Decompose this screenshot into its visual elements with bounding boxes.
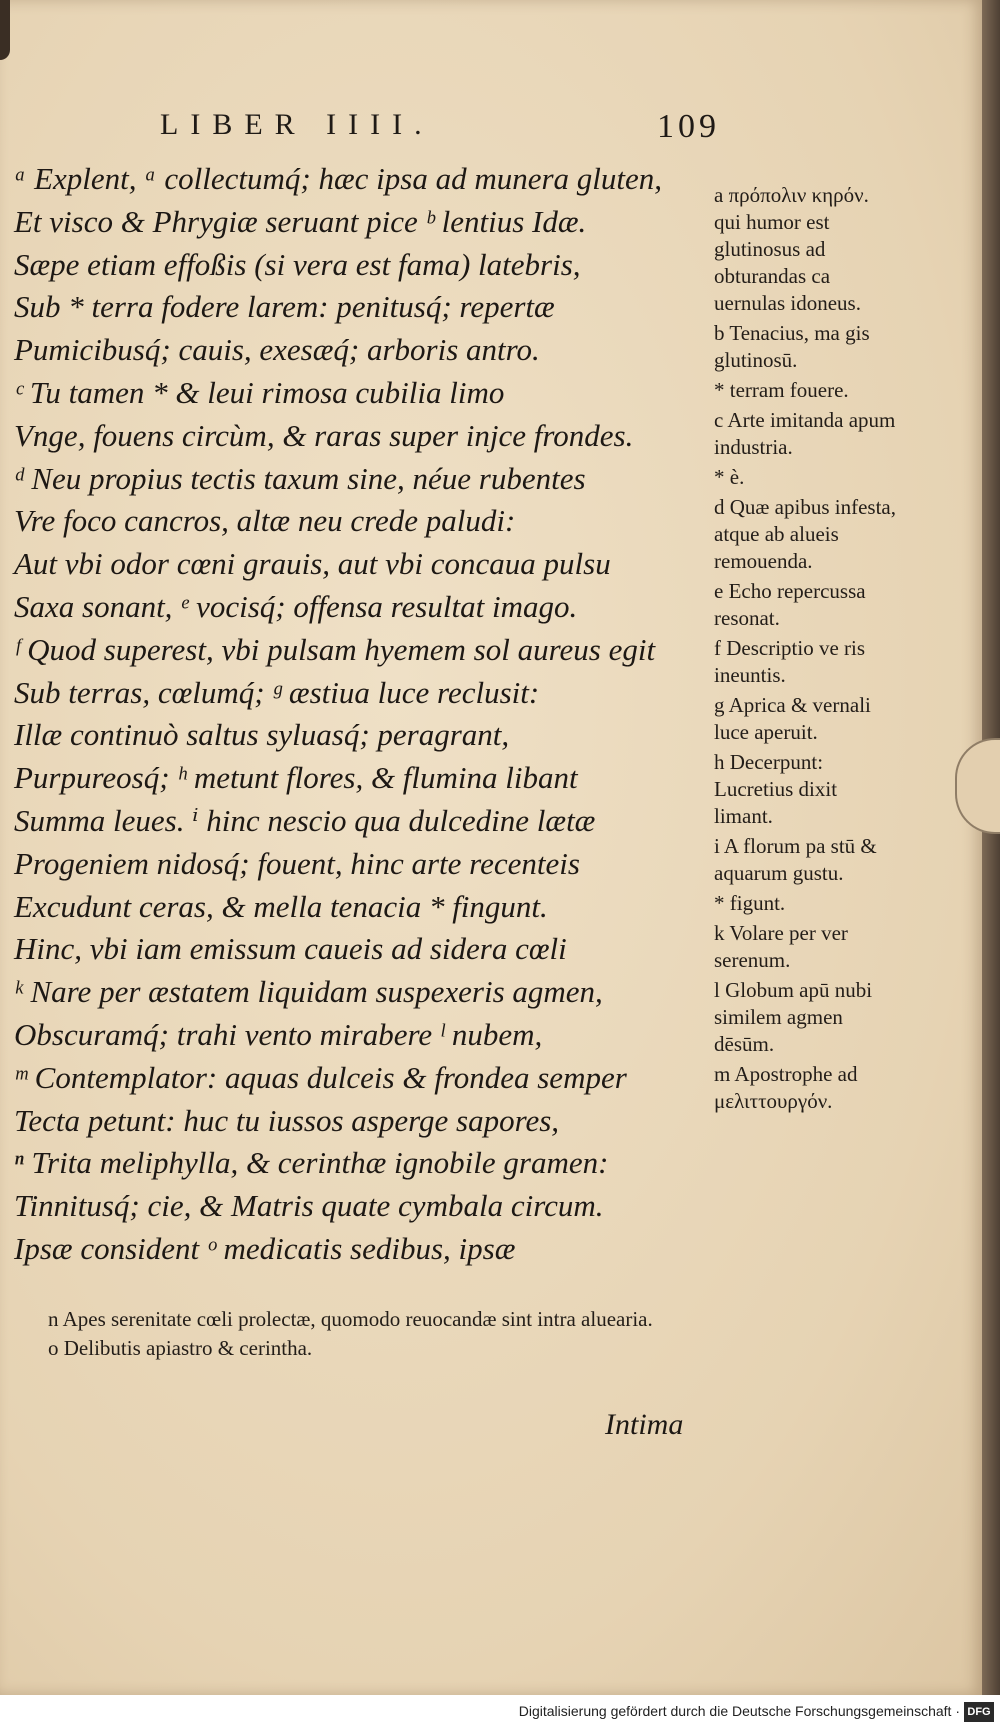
verse-line: Ipsæ consident ᵒ medicatis sedibus, ipsæ <box>14 1230 516 1266</box>
binding-shadow <box>0 0 10 60</box>
verse-line: Sub * terra fodere larem: penitusq́; repertæ <box>14 289 555 325</box>
verse-line: ᶜ Tu tamen * & leui rimosa cubilia limo <box>14 374 505 410</box>
verse-line: Hinc, vbi iam emissum caueis ad sidera cœli <box>14 931 567 967</box>
margin-note: * figunt. <box>714 891 786 915</box>
verse-line: Saxa sonant, ᵉ vocisq́; offensa resultat imago. <box>14 588 578 624</box>
digitization-credit: Digitalisierung gefördert durch die Deutsche Forschungsgemeinschaft · <box>518 1703 960 1719</box>
margin-note: b Tenacius, ma gis glutinosū. <box>714 321 870 372</box>
verse-line: Et visco & Phrygiæ seruant pice ᵇ lentius Idæ. <box>14 203 587 239</box>
margin-note: g Aprica & vernali luce aperuit. <box>714 693 871 744</box>
margin-note: i A florum pa stū & aquarum gustu. <box>714 834 877 885</box>
footer-bar <box>0 1695 1000 1731</box>
verse-line: Progeniem nidosq́; fouent, hinc arte recenteis <box>14 845 580 881</box>
verse-line: ᵃ Explent, ᵃ collectumq́; hæc ipsa ad munera gluten, <box>14 161 663 196</box>
footnote: n Apes serenitate cœli prolectæ, quomodo reuocandæ sint intra aluearia. <box>48 1307 653 1331</box>
verse-line: Sæpe etiam effoßis (si vera est fama) latebris, <box>14 246 581 282</box>
running-head <box>160 108 720 148</box>
verse-line: ⁿ Trita meliphylla, & cerinthæ ignobile gramen: <box>14 1145 609 1181</box>
verse-line: ᶠ Quod superest, vbi pulsam hyemem sol aureus egit <box>14 631 656 667</box>
margin-note: d Quæ apibus infesta, atque ab alueis remouenda. <box>714 495 896 573</box>
margin-note: k Volare per ver serenum. <box>714 921 848 972</box>
catchword: Intima <box>605 1408 684 1441</box>
margin-note: h Decerpunt: Lucretius dixit limant. <box>714 750 838 828</box>
verse-line: Tinnitusq́; cie, & Matris quate cymbala circum. <box>14 1188 604 1224</box>
footnote: o Delibutis apiastro & cerintha. <box>48 1336 313 1360</box>
verse-line: Tecta petunt: huc tu iussos asperge sapores, <box>14 1102 560 1138</box>
margin-note: c Arte imitanda apum industria. <box>714 408 896 459</box>
verse-line: Obscuramq́; trahi vento mirabere ˡ nubem, <box>14 1016 543 1052</box>
margin-note: e Echo repercussa resonat. <box>714 579 866 630</box>
margin-note: m Apostrophe ad μελιττουργόν. <box>714 1062 858 1113</box>
page-edge <box>982 0 1000 1695</box>
verse-line: Purpureosq́; ʰ metunt flores, & flumina libant <box>14 760 578 796</box>
margin-notes <box>714 182 896 1118</box>
verse-line: ᵈ Neu propius tectis taxum sine, néue rubentes <box>14 460 586 496</box>
verse-line: Illæ continuò saltus syluasq́; peragrant, <box>14 717 510 753</box>
running-head-title: LIBER IIII. <box>160 108 434 141</box>
verse-line: Excudunt ceras, & mella tenacia * fingunt. <box>14 888 548 924</box>
dfg-logo: DFG <box>964 1702 994 1722</box>
footnotes <box>48 1305 688 1363</box>
page-number: 109 <box>657 108 720 145</box>
margin-note: * è. <box>714 465 745 489</box>
verse-line: Vre foco cancros, altæ neu crede paludi: <box>14 503 516 539</box>
margin-note: a πρόπολιν κηρόν. qui humor est glutinosus ad obturandas ca uernulas idoneus. <box>714 183 869 315</box>
verse-block <box>14 158 714 1271</box>
verse-line: Sub terras, cœlumq́; ᵍ æstiua luce reclusit: <box>14 674 540 710</box>
verse-line: ᵏ Nare per æstatem liquidam suspexeris agmen, <box>14 974 603 1010</box>
margin-note: l Globum apū nubi similem agmen dēsūm. <box>714 978 873 1056</box>
verse-line: ᵐ Contemplator: aquas dulceis & frondea semper <box>14 1059 627 1095</box>
verse-line: Summa leues. ⁱ hinc nescio qua dulcedine lætæ <box>14 802 596 838</box>
margin-note: f Descriptio ve ris ineuntis. <box>714 636 866 687</box>
verse-line: Aut vbi odor cœni grauis, aut vbi concaua pulsu <box>14 546 611 582</box>
verse-line: Vnge, fouens circùm, & raras super injce frondes. <box>14 417 634 453</box>
margin-note: * terram fouere. <box>714 378 849 402</box>
verse-line: Pumicibusq́; cauis, exesæq́; arboris antro. <box>14 332 540 368</box>
